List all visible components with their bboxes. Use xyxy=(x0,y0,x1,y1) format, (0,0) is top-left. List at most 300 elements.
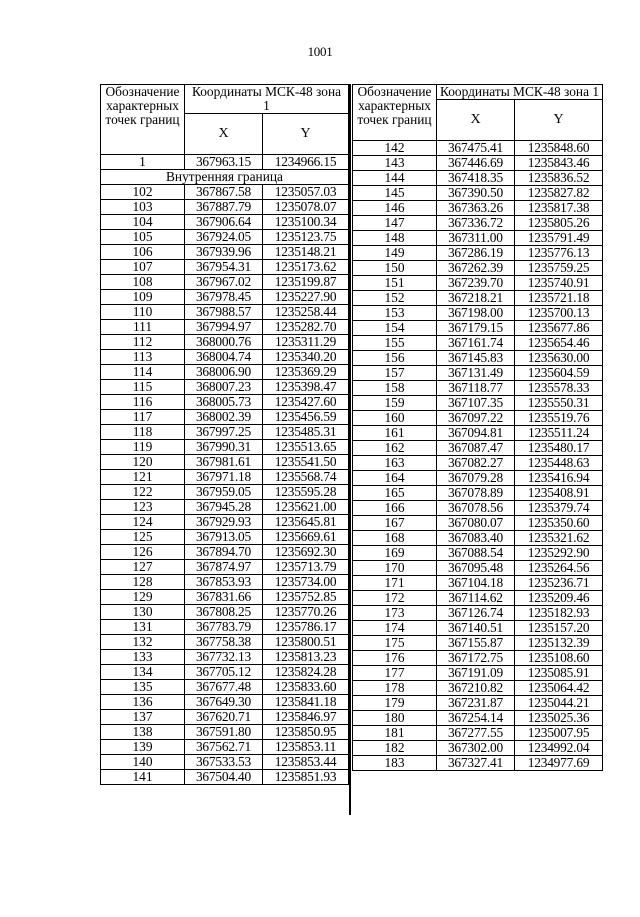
x-value: 367853.93 xyxy=(185,575,263,590)
point-number: 126 xyxy=(101,545,185,560)
table-row xyxy=(101,335,349,350)
table-row xyxy=(101,695,349,710)
table-row xyxy=(101,710,349,725)
y-value: 1235700.13 xyxy=(515,306,603,321)
y-value: 1235292.90 xyxy=(515,546,603,561)
point-number: 125 xyxy=(101,530,185,545)
table-row xyxy=(101,410,349,425)
table-row xyxy=(353,351,603,366)
table-row xyxy=(101,290,349,305)
y-value: 1235677.86 xyxy=(515,321,603,336)
table-row xyxy=(101,470,349,485)
y-value: 1234992.04 xyxy=(515,741,603,756)
x-value: 367114.62 xyxy=(437,591,515,606)
x-value: 367990.31 xyxy=(185,440,263,455)
point-number: 145 xyxy=(353,186,437,201)
x-value: 367981.61 xyxy=(185,455,263,470)
point-number: 153 xyxy=(353,306,437,321)
y-value: 1235848.60 xyxy=(515,141,603,156)
x-value: 368005.73 xyxy=(185,395,263,410)
table-row xyxy=(353,741,603,756)
table-row xyxy=(353,441,603,456)
x-value: 367705.12 xyxy=(185,665,263,680)
point-number: 157 xyxy=(353,366,437,381)
point-number: 161 xyxy=(353,426,437,441)
table-row xyxy=(101,605,349,620)
table-row xyxy=(353,201,603,216)
x-value: 367080.07 xyxy=(437,516,515,531)
point-number: 173 xyxy=(353,606,437,621)
y-value: 1235827.82 xyxy=(515,186,603,201)
point-number: 116 xyxy=(101,395,185,410)
y-value: 1235064.42 xyxy=(515,681,603,696)
x-value: 367591.80 xyxy=(185,725,263,740)
table-row xyxy=(353,276,603,291)
point-number: 166 xyxy=(353,501,437,516)
y-value: 1235148.21 xyxy=(263,245,349,260)
table-row xyxy=(101,350,349,365)
point-number: 105 xyxy=(101,230,185,245)
designation-header: Обозначение характерных точек границ xyxy=(101,85,185,155)
point-number: 124 xyxy=(101,515,185,530)
x-value: 367945.28 xyxy=(185,500,263,515)
y-value: 1235841.18 xyxy=(263,695,349,710)
y-value: 1235025.36 xyxy=(515,711,603,726)
x-value: 367302.00 xyxy=(437,741,515,756)
point-number: 111 xyxy=(101,320,185,335)
x-value: 367254.14 xyxy=(437,711,515,726)
y-value: 1235282.70 xyxy=(263,320,349,335)
table-row xyxy=(101,575,349,590)
point-number: 138 xyxy=(101,725,185,740)
point-number: 137 xyxy=(101,710,185,725)
point-number: 159 xyxy=(353,396,437,411)
y-value: 1235740.91 xyxy=(515,276,603,291)
point-number: 183 xyxy=(353,756,437,771)
x-value: 367262.39 xyxy=(437,261,515,276)
x-value: 367118.77 xyxy=(437,381,515,396)
point-number: 122 xyxy=(101,485,185,500)
table-row xyxy=(353,576,603,591)
table-row xyxy=(353,651,603,666)
x-value: 367997.25 xyxy=(185,425,263,440)
y-value: 1235350.60 xyxy=(515,516,603,531)
y-value: 1235416.94 xyxy=(515,471,603,486)
y-value: 1235791.49 xyxy=(515,231,603,246)
section-row xyxy=(101,170,349,185)
table-row xyxy=(101,635,349,650)
y-value: 1235621.00 xyxy=(263,500,349,515)
table-row xyxy=(353,366,603,381)
point-number: 158 xyxy=(353,381,437,396)
x-value: 367145.83 xyxy=(437,351,515,366)
x-value: 367988.57 xyxy=(185,305,263,320)
y-value: 1235078.07 xyxy=(263,200,349,215)
point-number: 113 xyxy=(101,350,185,365)
point-number: 118 xyxy=(101,425,185,440)
x-value: 367131.49 xyxy=(437,366,515,381)
x-value: 367095.48 xyxy=(437,561,515,576)
y-value: 1235480.17 xyxy=(515,441,603,456)
y-value: 1235227.90 xyxy=(263,290,349,305)
y-value: 1235513.65 xyxy=(263,440,349,455)
point-number: 147 xyxy=(353,216,437,231)
point-number: 154 xyxy=(353,321,437,336)
y-value: 1235770.26 xyxy=(263,605,349,620)
y-value: 1235340.20 xyxy=(263,350,349,365)
table-row xyxy=(101,500,349,515)
x-value: 367831.66 xyxy=(185,590,263,605)
x-value: 367126.74 xyxy=(437,606,515,621)
table-row xyxy=(353,561,603,576)
x-value: 367179.15 xyxy=(437,321,515,336)
point-number: 141 xyxy=(101,770,185,785)
table-row xyxy=(101,425,349,440)
x-value: 367079.28 xyxy=(437,471,515,486)
x-value: 367562.71 xyxy=(185,740,263,755)
y-value: 1235846.97 xyxy=(263,710,349,725)
y-value: 1235595.28 xyxy=(263,485,349,500)
table-row xyxy=(101,275,349,290)
table-row xyxy=(353,141,603,156)
x-value: 367277.55 xyxy=(437,726,515,741)
point-number: 135 xyxy=(101,680,185,695)
x-value: 367082.27 xyxy=(437,456,515,471)
x-value: 367239.70 xyxy=(437,276,515,291)
table-row xyxy=(101,305,349,320)
table-row xyxy=(353,501,603,516)
x-value: 367390.50 xyxy=(437,186,515,201)
y-value: 1235311.29 xyxy=(263,335,349,350)
x-value: 367504.40 xyxy=(185,770,263,785)
point-number: 171 xyxy=(353,576,437,591)
point-number: 150 xyxy=(353,261,437,276)
point-number: 109 xyxy=(101,290,185,305)
table-row xyxy=(101,755,349,770)
table-row xyxy=(353,681,603,696)
coords-header: Координаты МСК-48 зона 1 xyxy=(437,85,603,100)
table-row xyxy=(353,666,603,681)
header-row xyxy=(101,85,349,114)
page-number: 1001 xyxy=(307,44,333,59)
x-value: 367971.18 xyxy=(185,470,263,485)
y-value: 1235824.28 xyxy=(263,665,349,680)
point-number: 177 xyxy=(353,666,437,681)
table-row xyxy=(353,711,603,726)
y-value: 1235108.60 xyxy=(515,651,603,666)
y-value: 1235123.75 xyxy=(263,230,349,245)
table-row xyxy=(353,486,603,501)
point-number: 148 xyxy=(353,231,437,246)
point-number: 121 xyxy=(101,470,185,485)
point-number: 133 xyxy=(101,650,185,665)
table-row xyxy=(101,380,349,395)
x-value: 367939.96 xyxy=(185,245,263,260)
x-value: 367924.05 xyxy=(185,230,263,245)
x-value: 367155.87 xyxy=(437,636,515,651)
point-number: 155 xyxy=(353,336,437,351)
y-value: 1235851.93 xyxy=(263,770,349,785)
point-number: 129 xyxy=(101,590,185,605)
y-value: 1235182.93 xyxy=(515,606,603,621)
y-value: 1235007.95 xyxy=(515,726,603,741)
point-number: 107 xyxy=(101,260,185,275)
point-number: 139 xyxy=(101,740,185,755)
coords-header: Координаты МСК-48 зона 1 xyxy=(185,85,349,114)
point-number: 136 xyxy=(101,695,185,710)
point-number: 102 xyxy=(101,185,185,200)
x-value: 367758.38 xyxy=(185,635,263,650)
table-row xyxy=(101,560,349,575)
point-number: 174 xyxy=(353,621,437,636)
y-value: 1235805.26 xyxy=(515,216,603,231)
y-value: 1235100.34 xyxy=(263,215,349,230)
y-value: 1235853.44 xyxy=(263,755,349,770)
table-row xyxy=(101,740,349,755)
point-number: 170 xyxy=(353,561,437,576)
y-value: 1235713.79 xyxy=(263,560,349,575)
table-row xyxy=(353,156,603,171)
point-number: 179 xyxy=(353,696,437,711)
x-value: 367783.79 xyxy=(185,620,263,635)
point-number: 178 xyxy=(353,681,437,696)
point-number: 1 xyxy=(101,155,185,170)
table-row xyxy=(353,591,603,606)
point-number: 167 xyxy=(353,516,437,531)
y-value: 1235836.52 xyxy=(515,171,603,186)
y-value: 1235427.60 xyxy=(263,395,349,410)
point-number: 112 xyxy=(101,335,185,350)
x-value: 368000.76 xyxy=(185,335,263,350)
table-row xyxy=(101,185,349,200)
point-number: 160 xyxy=(353,411,437,426)
x-value: 367140.51 xyxy=(437,621,515,636)
table-row xyxy=(353,291,603,306)
point-number: 172 xyxy=(353,591,437,606)
y-value: 1235776.13 xyxy=(515,246,603,261)
y-value: 1235209.46 xyxy=(515,591,603,606)
table-row xyxy=(353,261,603,276)
table-row xyxy=(101,230,349,245)
x-value: 367867.58 xyxy=(185,185,263,200)
table-row xyxy=(101,530,349,545)
table-row xyxy=(353,171,603,186)
x-value: 367994.97 xyxy=(185,320,263,335)
table-row xyxy=(101,680,349,695)
point-number: 108 xyxy=(101,275,185,290)
point-number: 180 xyxy=(353,711,437,726)
designation-header: Обозначение характерных точек границ xyxy=(353,85,437,141)
point-number: 156 xyxy=(353,351,437,366)
y-value: 1235379.74 xyxy=(515,501,603,516)
table-row xyxy=(353,186,603,201)
point-number: 120 xyxy=(101,455,185,470)
table-row xyxy=(353,606,603,621)
x-value: 367874.97 xyxy=(185,560,263,575)
x-value: 367808.25 xyxy=(185,605,263,620)
point-number: 128 xyxy=(101,575,185,590)
x-value: 368007.23 xyxy=(185,380,263,395)
y-value: 1235321.62 xyxy=(515,531,603,546)
point-number: 134 xyxy=(101,665,185,680)
section-title: Внутренняя граница xyxy=(101,170,349,185)
point-number: 119 xyxy=(101,440,185,455)
y-value: 1235485.31 xyxy=(263,425,349,440)
right-table-body xyxy=(353,85,603,771)
point-number: 130 xyxy=(101,605,185,620)
x-value: 367210.82 xyxy=(437,681,515,696)
x-value: 367327.41 xyxy=(437,756,515,771)
x-value: 367894.70 xyxy=(185,545,263,560)
y-value: 1235157.20 xyxy=(515,621,603,636)
y-value: 1235448.63 xyxy=(515,456,603,471)
table-row xyxy=(353,231,603,246)
x-value: 367913.05 xyxy=(185,530,263,545)
point-number: 115 xyxy=(101,380,185,395)
table-row xyxy=(353,546,603,561)
table-row xyxy=(101,770,349,785)
x-value: 367286.19 xyxy=(437,246,515,261)
table-row xyxy=(353,456,603,471)
coordinates-table-right xyxy=(352,84,603,771)
table-row xyxy=(353,246,603,261)
y-value: 1235568.74 xyxy=(263,470,349,485)
point-number: 164 xyxy=(353,471,437,486)
y-value: 1235511.24 xyxy=(515,426,603,441)
table-row xyxy=(353,411,603,426)
y-value: 1235669.61 xyxy=(263,530,349,545)
table-row xyxy=(353,306,603,321)
y-value: 1235057.03 xyxy=(263,185,349,200)
y-value: 1235044.21 xyxy=(515,696,603,711)
x-value: 367172.75 xyxy=(437,651,515,666)
x-header: X xyxy=(185,114,263,155)
x-value: 367078.56 xyxy=(437,501,515,516)
point-number: 103 xyxy=(101,200,185,215)
table-row xyxy=(353,396,603,411)
y-value: 1235519.76 xyxy=(515,411,603,426)
x-value: 367083.40 xyxy=(437,531,515,546)
x-value: 367198.00 xyxy=(437,306,515,321)
y-value: 1235654.46 xyxy=(515,336,603,351)
point-number: 151 xyxy=(353,276,437,291)
table-row xyxy=(101,200,349,215)
y-value: 1235817.38 xyxy=(515,201,603,216)
point-number: 146 xyxy=(353,201,437,216)
y-value: 1235541.50 xyxy=(263,455,349,470)
table-row xyxy=(101,365,349,380)
point-number: 144 xyxy=(353,171,437,186)
point-number: 104 xyxy=(101,215,185,230)
y-value: 1235645.81 xyxy=(263,515,349,530)
y-value: 1235578.33 xyxy=(515,381,603,396)
point-number: 175 xyxy=(353,636,437,651)
point-number: 117 xyxy=(101,410,185,425)
y-value: 1235752.85 xyxy=(263,590,349,605)
y-value: 1235786.17 xyxy=(263,620,349,635)
y-value: 1234977.69 xyxy=(515,756,603,771)
x-value: 367107.35 xyxy=(437,396,515,411)
x-value: 367231.87 xyxy=(437,696,515,711)
x-value: 367620.71 xyxy=(185,710,263,725)
point-number: 114 xyxy=(101,365,185,380)
y-value: 1235236.71 xyxy=(515,576,603,591)
x-value: 367959.05 xyxy=(185,485,263,500)
x-value: 367677.48 xyxy=(185,680,263,695)
point-number: 163 xyxy=(353,456,437,471)
table-row xyxy=(101,515,349,530)
y-value: 1235199.87 xyxy=(263,275,349,290)
x-value: 367161.74 xyxy=(437,336,515,351)
x-value: 367191.09 xyxy=(437,666,515,681)
point-number: 106 xyxy=(101,245,185,260)
y-value: 1235843.46 xyxy=(515,156,603,171)
left-table-body xyxy=(101,85,349,785)
x-value: 367104.18 xyxy=(437,576,515,591)
x-value: 367446.69 xyxy=(437,156,515,171)
x-value: 367336.72 xyxy=(437,216,515,231)
table-row xyxy=(101,620,349,635)
x-value: 367963.15 xyxy=(185,155,263,170)
table-row xyxy=(353,726,603,741)
x-value: 367088.54 xyxy=(437,546,515,561)
table-row xyxy=(101,215,349,230)
point-number: 123 xyxy=(101,500,185,515)
x-value: 367929.93 xyxy=(185,515,263,530)
y-value: 1235721.18 xyxy=(515,291,603,306)
table-row xyxy=(353,471,603,486)
table-row xyxy=(101,485,349,500)
y-value: 1235692.30 xyxy=(263,545,349,560)
point-number: 140 xyxy=(101,755,185,770)
point-number: 152 xyxy=(353,291,437,306)
x-value: 368002.39 xyxy=(185,410,263,425)
point-number: 127 xyxy=(101,560,185,575)
header-row xyxy=(353,85,603,100)
x-value: 367967.02 xyxy=(185,275,263,290)
x-value: 367418.35 xyxy=(437,171,515,186)
x-value: 367533.53 xyxy=(185,755,263,770)
table-row xyxy=(101,245,349,260)
y-value: 1235630.00 xyxy=(515,351,603,366)
table-row xyxy=(101,545,349,560)
y-value: 1235550.31 xyxy=(515,396,603,411)
y-value: 1235604.59 xyxy=(515,366,603,381)
point-number: 131 xyxy=(101,620,185,635)
table-row xyxy=(353,636,603,651)
y-value: 1235853.11 xyxy=(263,740,349,755)
table-row xyxy=(101,155,349,170)
y-value: 1235813.23 xyxy=(263,650,349,665)
y-value: 1235456.59 xyxy=(263,410,349,425)
table-row xyxy=(101,590,349,605)
table-row xyxy=(353,756,603,771)
table-row xyxy=(353,381,603,396)
x-value: 367906.64 xyxy=(185,215,263,230)
y-value: 1235085.91 xyxy=(515,666,603,681)
y-value: 1235800.51 xyxy=(263,635,349,650)
table-row xyxy=(353,516,603,531)
y-value: 1235734.00 xyxy=(263,575,349,590)
point-number: 165 xyxy=(353,486,437,501)
table-row xyxy=(353,531,603,546)
table-divider xyxy=(349,84,351,815)
y-value: 1235850.95 xyxy=(263,725,349,740)
y-value: 1235833.60 xyxy=(263,680,349,695)
point-number: 176 xyxy=(353,651,437,666)
table-row xyxy=(101,455,349,470)
y-value: 1235398.47 xyxy=(263,380,349,395)
